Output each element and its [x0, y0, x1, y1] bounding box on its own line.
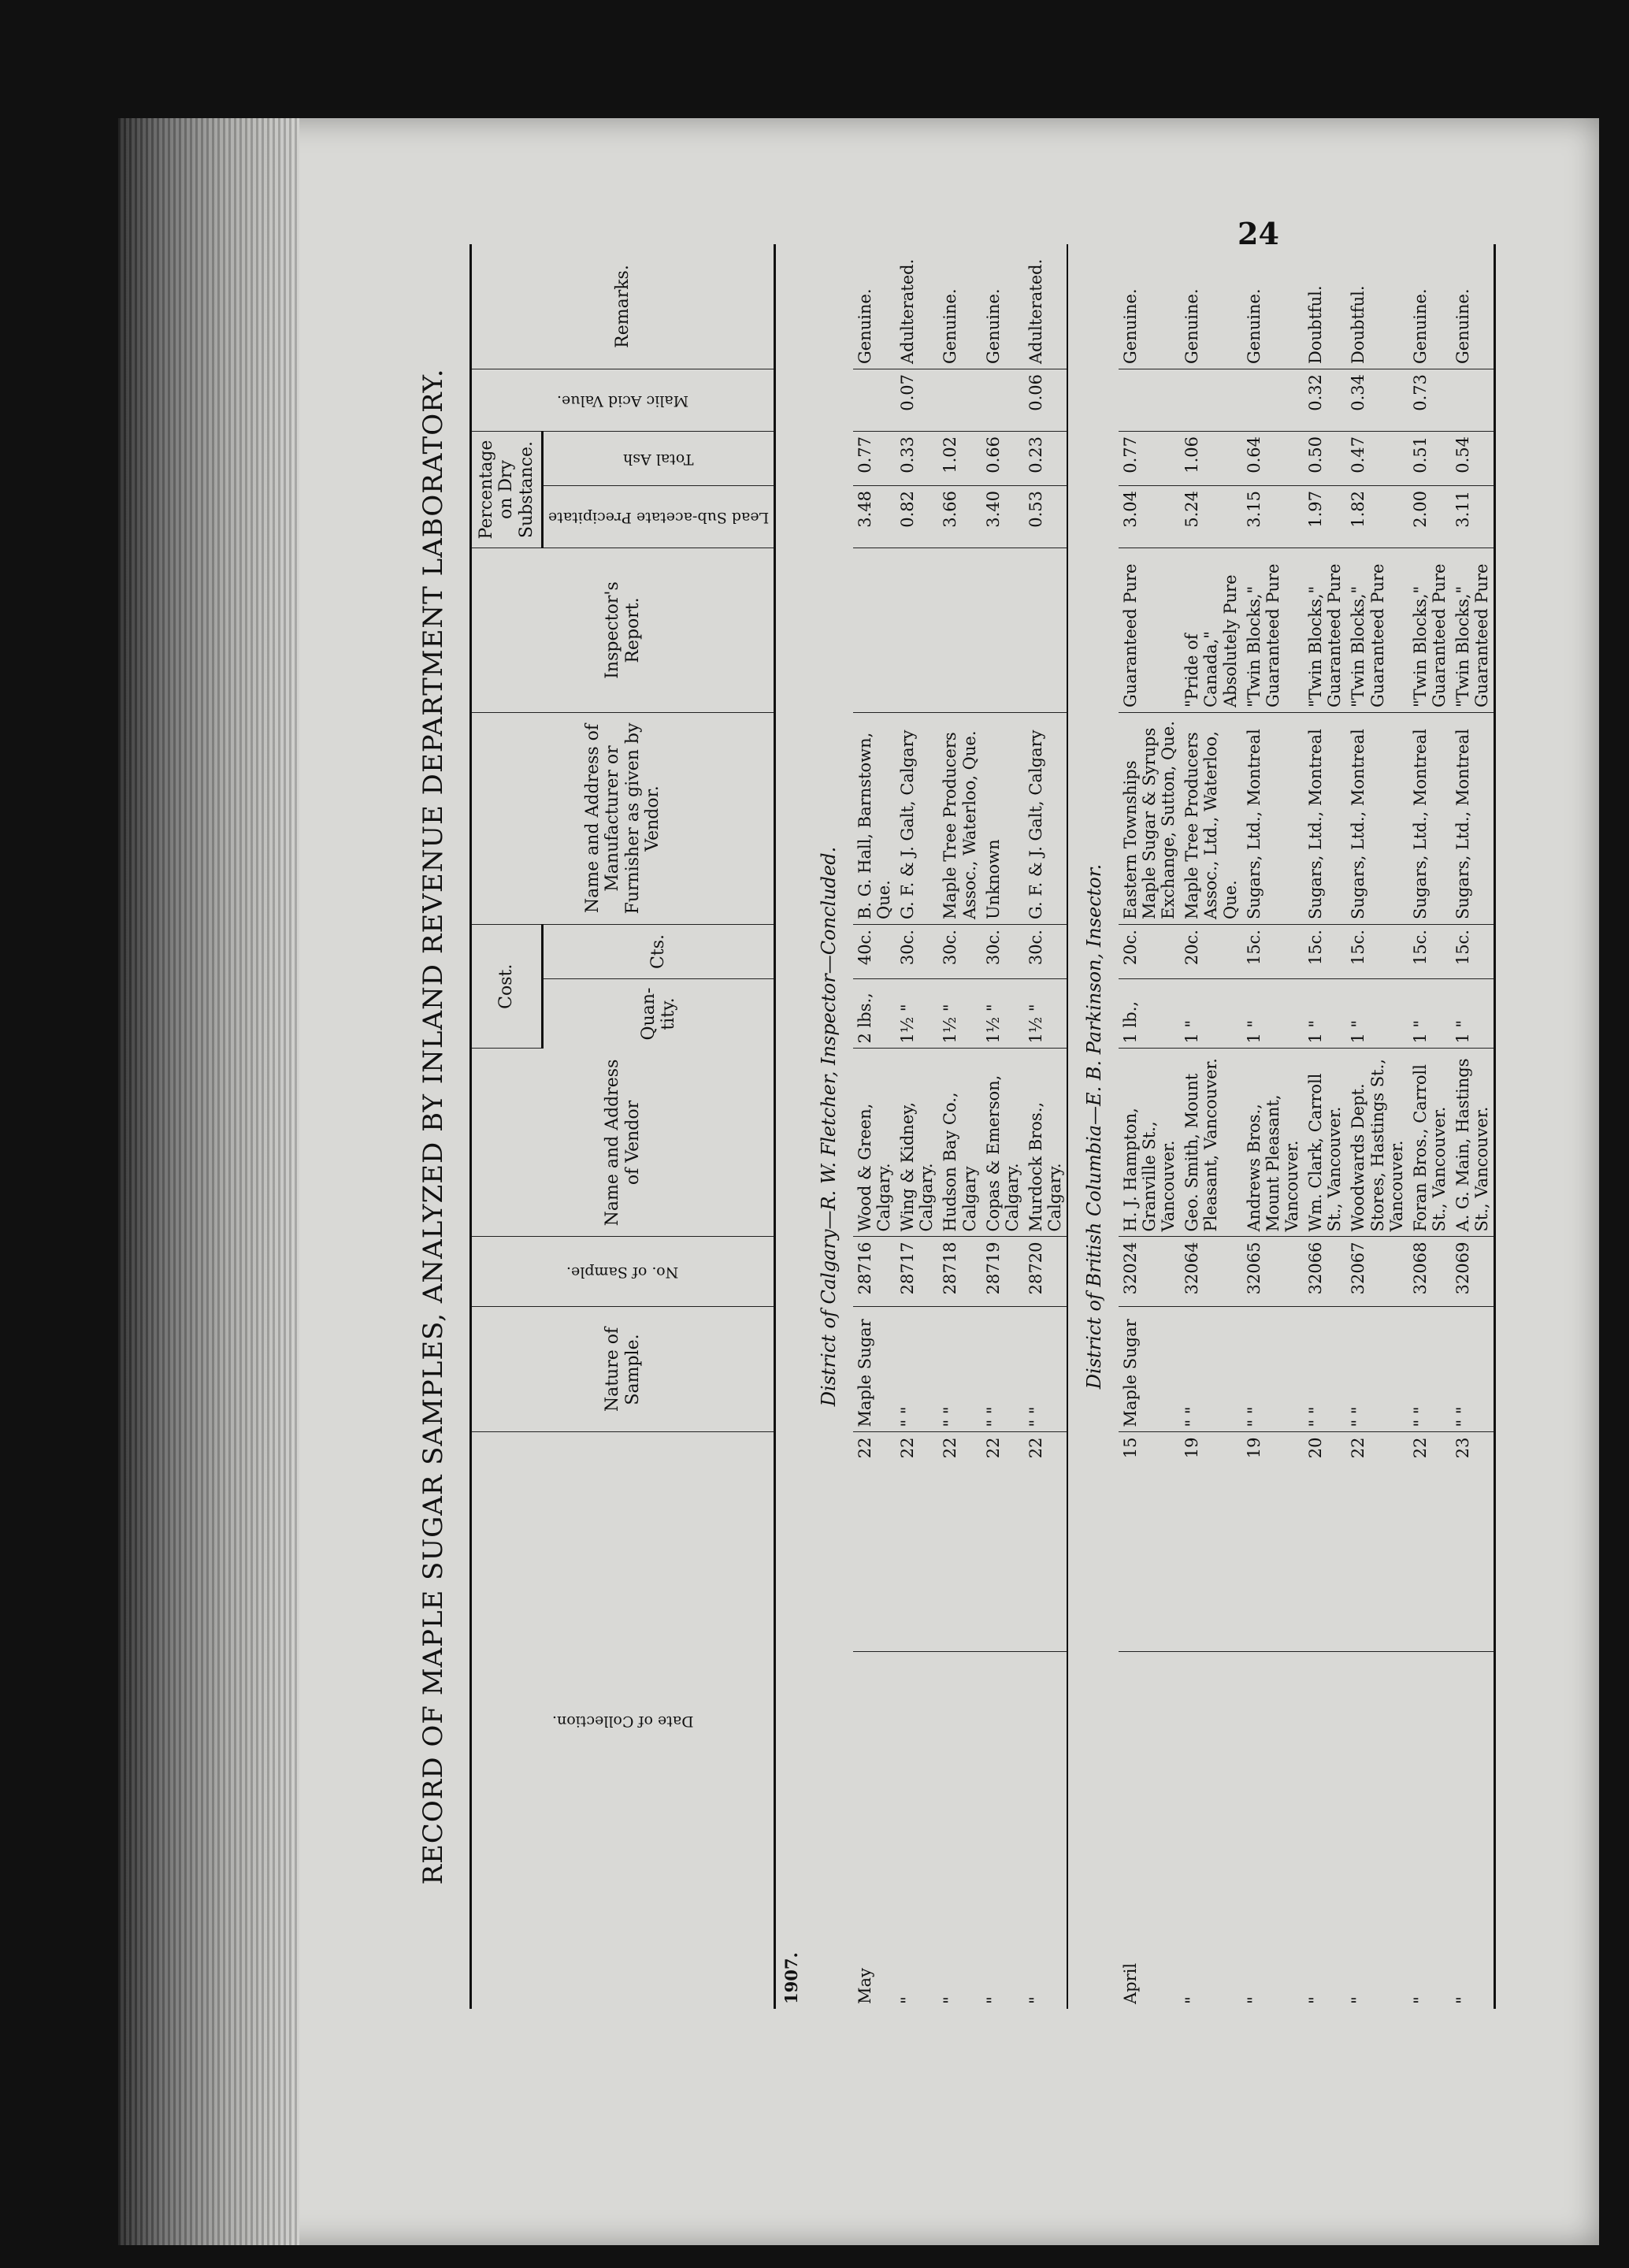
sample-no-cell: 32064	[1180, 1237, 1241, 1307]
header-inspector: Inspector's Report.	[471, 548, 775, 713]
manufacturer-cell: Sugars, Ltd., Montreal	[1451, 713, 1495, 925]
date-day-cell: 23	[1451, 1432, 1495, 1652]
nature-cell: " "	[1024, 1307, 1067, 1432]
date-month-cell: "	[983, 1996, 1003, 2004]
date-day-cell: 19	[1242, 1432, 1304, 1652]
date-month-cell: "	[1026, 1996, 1045, 2004]
header-ash: Total Ash	[542, 432, 774, 486]
district-title: District of British Columbia—E. B. Parkinson, Insector.	[1083, 863, 1106, 1390]
vendor-cell: Murdock Bros., Calgary.	[1024, 1049, 1067, 1237]
document-title: RECORD OF MAPLE SUGAR SAMPLES, ANALYZED BY INLAND REVENUE DEPARTMENT LABORATORY.	[417, 368, 449, 1885]
inspector-report-cell: "Twin Blocks," Guaranteed Pure	[1242, 548, 1304, 713]
sample-no-cell: 32069	[1451, 1237, 1495, 1307]
manufacturer-cell: Maple Tree Producers Assoc., Waterloo, Que.	[938, 713, 981, 925]
sample-no-cell: 32068	[1408, 1237, 1451, 1307]
total-ash-cell: 0.47	[1346, 432, 1408, 486]
malic-acid-cell	[1119, 369, 1180, 432]
date-month-cell: "	[1244, 1996, 1263, 2004]
vendor-cell: Geo. Smith, Mount Pleasant, Vancouver.	[1180, 1049, 1241, 1237]
cost-cts-cell: 15c.	[1408, 925, 1451, 979]
vendor-cell: Wing & Kidney, Calgary.	[896, 1049, 938, 1237]
remarks-cell: Genuine.	[981, 244, 1024, 369]
cost-cts-cell: 15c.	[1242, 925, 1304, 979]
inspector-report-cell: "Twin Blocks," Guaranteed Pure	[1304, 548, 1346, 713]
header-cts: Cts.	[542, 925, 774, 979]
vendor-cell: Andrews Bros., Mount Pleasant, Vancouver.	[1242, 1049, 1304, 1237]
manufacturer-cell: B. G. Hall, Barnstown, Que.	[853, 713, 896, 925]
lead-precipitate-cell: 5.24	[1180, 486, 1241, 548]
sample-no-cell: 28717	[896, 1237, 938, 1307]
date-day-cell: 22	[1346, 1432, 1408, 1652]
page-number: 24	[1238, 215, 1279, 251]
samples-table	[469, 244, 1497, 2009]
table-end-rule	[1495, 244, 1498, 2009]
quantity-cell: 1 "	[1304, 979, 1346, 1049]
table-row	[1304, 244, 1346, 2009]
remarks-cell: Genuine.	[1408, 244, 1451, 369]
total-ash-cell: 1.06	[1180, 432, 1241, 486]
nature-cell: " "	[1408, 1307, 1451, 1432]
sample-no-cell: 32024	[1119, 1237, 1180, 1307]
nature-cell: " "	[1451, 1307, 1495, 1432]
sample-no-cell: 32066	[1304, 1237, 1346, 1307]
date-day-cell: 22	[853, 1432, 896, 1652]
sample-no-cell: 32065	[1242, 1237, 1304, 1307]
section-separator	[1067, 244, 1073, 2009]
malic-acid-cell	[1242, 369, 1304, 432]
quantity-cell: 2 lbs.,	[853, 979, 896, 1049]
lead-precipitate-cell: 0.53	[1024, 486, 1067, 548]
header-remarks: Remarks.	[471, 244, 775, 369]
date-day-cell: 22	[896, 1432, 938, 1652]
remarks-cell: Adulterated.	[1024, 244, 1067, 369]
district-title: District of Calgary—R. W. Fletcher, Inspector—Concluded.	[818, 846, 840, 1407]
cost-cts-cell: 30c.	[938, 925, 981, 979]
header-malic: Malic Acid Value.	[471, 369, 775, 432]
lead-precipitate-cell: 2.00	[1408, 486, 1451, 548]
total-ash-cell: 0.33	[896, 432, 938, 486]
table-row	[1242, 244, 1304, 2009]
remarks-cell: Genuine.	[938, 244, 981, 369]
inspector-report-cell: Guaranteed Pure	[1119, 548, 1180, 713]
inspector-report-cell	[938, 548, 981, 713]
table-row	[1180, 244, 1241, 2009]
cost-cts-cell: 30c.	[981, 925, 1024, 979]
vendor-cell: Foran Bros., Carroll St., Vancouver.	[1408, 1049, 1451, 1237]
page-binding	[118, 118, 299, 2245]
header-nature: Nature of Sample.	[471, 1307, 775, 1432]
table-row	[1346, 244, 1408, 2009]
lead-precipitate-cell: 3.15	[1242, 486, 1304, 548]
inspector-report-cell: "Twin Blocks," Guaranteed Pure	[1408, 548, 1451, 713]
date-month-cell: "	[898, 1996, 918, 2004]
quantity-cell: 1 "	[1408, 979, 1451, 1049]
vendor-cell: H. J. Hampton, Granville St., Vancouver.	[1119, 1049, 1180, 1237]
year-label: 1907.	[781, 1952, 802, 2004]
table-row	[1408, 244, 1451, 2009]
total-ash-cell: 0.51	[1408, 432, 1451, 486]
malic-acid-cell: 0.73	[1408, 369, 1451, 432]
total-ash-cell: 0.54	[1451, 432, 1495, 486]
vendor-cell: Woodwards Dept. Stores, Hastings St., Vancouver.	[1346, 1049, 1408, 1237]
remarks-cell: Genuine.	[1242, 244, 1304, 369]
malic-acid-cell	[853, 369, 896, 432]
cost-cts-cell: 15c.	[1304, 925, 1346, 979]
date-day-cell: 22	[938, 1432, 981, 1652]
total-ash-cell: 0.23	[1024, 432, 1067, 486]
inspector-report-cell	[896, 548, 938, 713]
date-month-cell: May	[855, 1968, 874, 2004]
date-month-cell: "	[1306, 1996, 1326, 2004]
header-percentage: Percentage on Dry Substance.	[471, 432, 543, 548]
table-row	[853, 244, 896, 2009]
nature-cell: " "	[981, 1307, 1024, 1432]
table-row	[938, 244, 981, 2009]
total-ash-cell: 1.02	[938, 432, 981, 486]
date-day-cell: 19	[1180, 1432, 1241, 1652]
nature-cell: " "	[1304, 1307, 1346, 1432]
malic-acid-cell: 0.07	[896, 369, 938, 432]
table-row	[981, 244, 1024, 2009]
cost-cts-cell: 20c.	[1119, 925, 1180, 979]
malic-acid-cell	[1180, 369, 1241, 432]
date-day-cell: 22	[981, 1432, 1024, 1652]
malic-acid-cell: 0.34	[1346, 369, 1408, 432]
nature-cell: " "	[938, 1307, 981, 1432]
header-manufacturer: Name and Address of Manufacturer or Furnisher as given by Vendor.	[471, 713, 775, 925]
lead-precipitate-cell: 1.82	[1346, 486, 1408, 548]
date-day-cell: 15	[1119, 1432, 1180, 1652]
date-month-cell: "	[941, 1996, 960, 2004]
manufacturer-cell: Sugars, Ltd., Montreal	[1408, 713, 1451, 925]
total-ash-cell: 0.77	[853, 432, 896, 486]
malic-acid-cell	[1451, 369, 1495, 432]
nature-cell: " "	[896, 1307, 938, 1432]
lead-precipitate-cell: 0.82	[896, 486, 938, 548]
remarks-cell: Genuine.	[1119, 244, 1180, 369]
sample-no-cell: 28718	[938, 1237, 981, 1307]
quantity-cell: 1 "	[1242, 979, 1304, 1049]
header-cost: Cost.	[471, 925, 543, 1049]
header-lead: Lead Sub-acetate Precipitate	[542, 486, 774, 548]
remarks-cell: Genuine.	[1451, 244, 1495, 369]
total-ash-cell: 0.64	[1242, 432, 1304, 486]
remarks-cell: Genuine.	[853, 244, 896, 369]
quantity-cell: 1½ "	[1024, 979, 1067, 1049]
sample-no-cell: 32067	[1346, 1237, 1408, 1307]
quantity-cell: 1½ "	[981, 979, 1024, 1049]
quantity-cell: 1½ "	[938, 979, 981, 1049]
remarks-cell: Doubtful.	[1304, 244, 1346, 369]
manufacturer-cell: Unknown	[981, 713, 1024, 925]
date-day-cell: 20	[1304, 1432, 1346, 1652]
inspector-report-cell	[1024, 548, 1067, 713]
inspector-report-cell: "Pride of Canada," Absolutely Pure	[1180, 548, 1241, 713]
total-ash-cell: 0.77	[1119, 432, 1180, 486]
manufacturer-cell: Eastern Townships Maple Sugar & Syrups Exchange, Sutton, Que.	[1119, 713, 1180, 925]
nature-cell: " "	[1242, 1307, 1304, 1432]
cost-cts-cell: 30c.	[896, 925, 938, 979]
date-month-cell: April	[1120, 1962, 1140, 2004]
manufacturer-cell: Sugars, Ltd., Montreal	[1346, 713, 1408, 925]
quantity-cell: 1 "	[1180, 979, 1241, 1049]
quantity-cell: 1 lb.,	[1119, 979, 1180, 1049]
inspector-report-cell	[853, 548, 896, 713]
manufacturer-cell: Sugars, Ltd., Montreal	[1304, 713, 1346, 925]
vendor-cell: A. G. Main, Hastings St., Vancouver.	[1451, 1049, 1495, 1237]
district-heading	[807, 244, 853, 2009]
malic-acid-cell: 0.06	[1024, 369, 1067, 432]
manufacturer-cell: Sugars, Ltd., Montreal	[1242, 713, 1304, 925]
table-row	[1451, 244, 1495, 2009]
cost-cts-cell: 15c.	[1451, 925, 1495, 979]
malic-acid-cell	[938, 369, 981, 432]
vendor-cell: Hudson Bay Co., Calgary	[938, 1049, 981, 1237]
sample-no-cell: 28716	[853, 1237, 896, 1307]
table-row	[896, 244, 938, 2009]
sample-no-cell: 28719	[981, 1237, 1024, 1307]
quantity-cell: 1 "	[1451, 979, 1495, 1049]
sample-no-cell: 28720	[1024, 1237, 1067, 1307]
nature-cell: " "	[1346, 1307, 1408, 1432]
table-body	[775, 244, 1498, 2009]
table-row	[1119, 244, 1180, 2009]
date-month-cell: "	[1453, 1996, 1473, 2004]
manufacturer-cell: G. F. & J. Galt, Calgary	[896, 713, 938, 925]
nature-cell: Maple Sugar	[1119, 1307, 1180, 1432]
manufacturer-cell: G. F. & J. Galt, Calgary	[1024, 713, 1067, 925]
vendor-cell: Wm. Clark, Carroll St., Vancouver.	[1304, 1049, 1346, 1237]
rotated-document	[417, 215, 1520, 2009]
cost-cts-cell: 15c.	[1346, 925, 1408, 979]
year-row	[775, 244, 808, 2009]
lead-precipitate-cell: 3.11	[1451, 486, 1495, 548]
date-month-cell: "	[1410, 1996, 1430, 2004]
lead-precipitate-cell: 3.04	[1119, 486, 1180, 548]
quantity-cell: 1 "	[1346, 979, 1408, 1049]
lead-precipitate-cell: 3.48	[853, 486, 896, 548]
manufacturer-cell: Maple Tree Producers Assoc., Ltd., Waterloo, Que.	[1180, 713, 1241, 925]
malic-acid-cell: 0.32	[1304, 369, 1346, 432]
total-ash-cell: 0.66	[981, 432, 1024, 486]
malic-acid-cell	[981, 369, 1024, 432]
header-no: No. of Sample.	[471, 1237, 775, 1307]
table-row	[1024, 244, 1067, 2009]
vendor-cell: Wood & Green, Calgary.	[853, 1049, 896, 1237]
cost-cts-cell: 30c.	[1024, 925, 1067, 979]
nature-cell: Maple Sugar	[853, 1307, 896, 1432]
vendor-cell: Copas & Emerson, Calgary.	[981, 1049, 1024, 1237]
header-date: Date of Collection.	[471, 1432, 775, 2009]
remarks-cell: Doubtful.	[1346, 244, 1408, 369]
date-month-cell: "	[1182, 1996, 1202, 2004]
cost-cts-cell: 20c.	[1180, 925, 1241, 979]
date-day-cell: 22	[1024, 1432, 1067, 1652]
cost-cts-cell: 40c.	[853, 925, 896, 979]
header-quantity: Quan-tity.	[542, 979, 774, 1049]
date-day-cell: 22	[1408, 1432, 1451, 1652]
lead-precipitate-cell: 3.66	[938, 486, 981, 548]
inspector-report-cell: "Twin Blocks," Guaranteed Pure	[1451, 548, 1495, 713]
header-vendor: Name and Address of Vendor	[471, 1049, 775, 1237]
district-heading	[1073, 244, 1119, 2009]
inspector-report-cell	[981, 548, 1024, 713]
date-month-cell: "	[1349, 1996, 1368, 2004]
quantity-cell: 1½ "	[896, 979, 938, 1049]
nature-cell: " "	[1180, 1307, 1241, 1432]
remarks-cell: Genuine.	[1180, 244, 1241, 369]
lead-precipitate-cell: 3.40	[981, 486, 1024, 548]
inspector-report-cell: "Twin Blocks," Guaranteed Pure	[1346, 548, 1408, 713]
remarks-cell: Adulterated.	[896, 244, 938, 369]
lead-precipitate-cell: 1.97	[1304, 486, 1346, 548]
total-ash-cell: 0.50	[1304, 432, 1346, 486]
